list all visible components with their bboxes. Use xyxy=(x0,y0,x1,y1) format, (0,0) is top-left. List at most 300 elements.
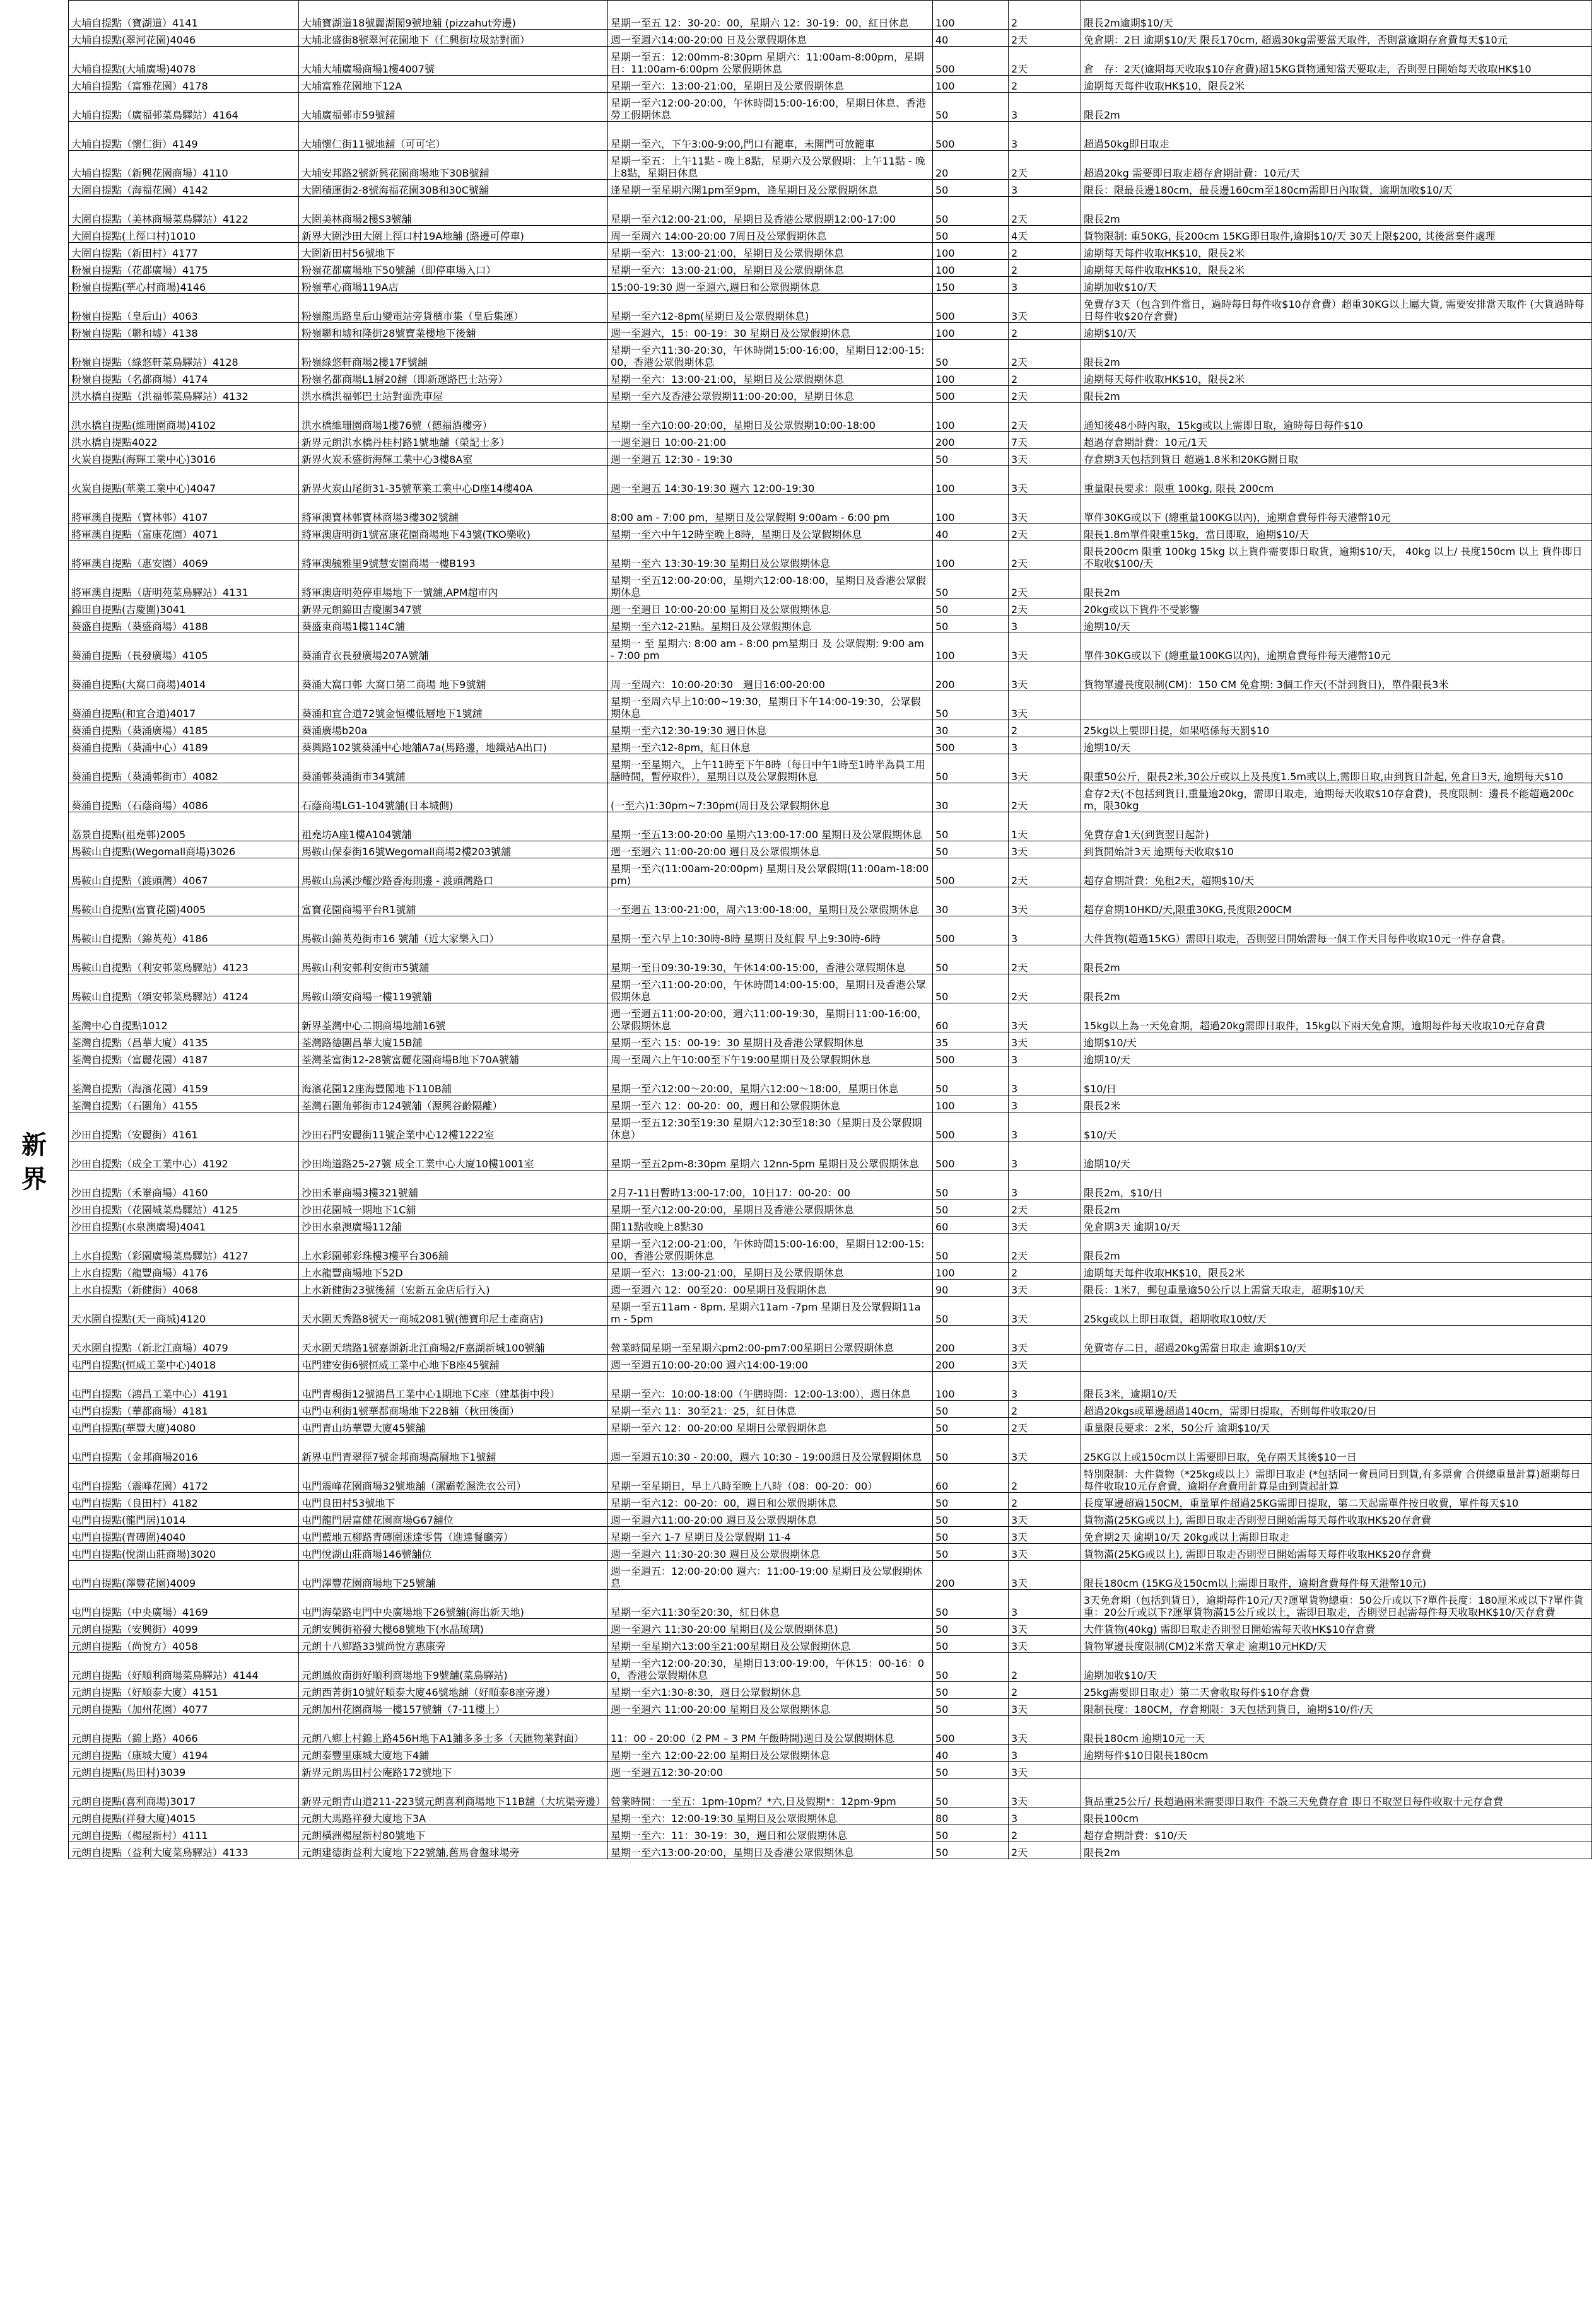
remarks-cell: 單件30KG或以下 (總重量100KG以內)，逾期倉費每件每天港幣10元 xyxy=(1081,633,1592,662)
capacity-cell: 90 xyxy=(933,1280,1009,1297)
table-row xyxy=(69,243,1592,260)
pickup-point-name-cell: 元朗自提點(喜利商場)3017 xyxy=(69,1779,299,1808)
table-row xyxy=(69,260,1592,277)
capacity-cell: 500 xyxy=(933,1112,1009,1142)
opening-hours-cell: 星期一至五11am - 8pm. 星期六11am -7pm 星期日及公眾假期11am - 5pm xyxy=(608,1297,933,1326)
opening-hours-cell: 星期一至六12-21點。星期日及公眾假期休息 xyxy=(608,616,933,633)
remarks-cell: 免費存倉1天(到貨翌日起計) xyxy=(1081,812,1592,841)
table-row xyxy=(69,1682,1592,1699)
opening-hours-cell: 周一至周六：10:00-20:30 週日16:00-20:00 xyxy=(608,662,933,691)
remarks-cell: 超存倉期10HKD/天,限重30KG,長度限200CM xyxy=(1081,887,1592,916)
opening-hours-cell: 星期一至五13:00-20:00 星期六13:00-17:00 星期日及公眾假期休息 xyxy=(608,812,933,841)
remarks-cell: 重量限長要求：2米，50公斤 逾期$10/天 xyxy=(1081,1418,1592,1435)
free-storage-days-cell: 2 xyxy=(1009,323,1081,340)
pickup-address-cell: 沙田石門安麗街11號企業中心12樓1222室 xyxy=(299,1112,608,1142)
region-label-char: 界 xyxy=(21,1164,47,1194)
pickup-address-cell: 大埔寶湖道18號麗湖閣9號地舖 (pizzahut旁邊) xyxy=(299,1,608,30)
free-storage-days-cell: 2 xyxy=(1009,76,1081,93)
capacity-cell: 50 xyxy=(933,1401,1009,1418)
pickup-address-cell: 屯門青楊街12號鴻昌工業中心1期地下C座（建基街中段） xyxy=(299,1372,608,1401)
capacity-cell: 50 xyxy=(933,226,1009,243)
table-row xyxy=(69,1049,1592,1066)
capacity-cell: 50 xyxy=(933,340,1009,369)
pickup-address-cell: 屯門海榮路屯門中央廣場地下26號舖(海出新天地) xyxy=(299,1590,608,1619)
pickup-point-name-cell: 元朗自提點（好順利商場菜鳥驛站）4144 xyxy=(69,1653,299,1682)
pickup-point-name-cell: 屯門自提點（金邦商場2016 xyxy=(69,1435,299,1464)
table-row xyxy=(69,812,1592,841)
free-storage-days-cell: 3天 xyxy=(1009,1561,1081,1590)
pickup-point-name-cell: 屯門自提點（震峰花園）4172 xyxy=(69,1464,299,1493)
free-storage-days-cell: 3天 xyxy=(1009,466,1081,495)
remarks-cell: 25kg或以上即日取貨，超期收取10蚊/天 xyxy=(1081,1297,1592,1326)
opening-hours-cell: 開11點收晚上8點30 xyxy=(608,1217,933,1234)
free-storage-days-cell: 3天 xyxy=(1009,841,1081,858)
pickup-address-cell: 將軍澳唐明苑停車場地下一號舖,APM超市內 xyxy=(299,570,608,599)
table-row xyxy=(69,47,1592,76)
opening-hours-cell: 週一至週六，15：00-19：30 星期日及公眾假期休息 xyxy=(608,323,933,340)
remarks-cell: 限重50公斤，限長2米,30公斤或以上及長度1.5m或以上,需即日取,由到貨日計起, 免倉日3天, 逾期每天$10 xyxy=(1081,754,1592,783)
pickup-point-name-cell: 大埔自提點（懷仁街）4149 xyxy=(69,122,299,151)
table-row xyxy=(69,599,1592,616)
capacity-cell: 50 xyxy=(933,180,1009,197)
remarks-cell: 免倉期2天 逾期10/天 20kg或以上需即日取走 xyxy=(1081,1527,1592,1544)
remarks-cell xyxy=(1081,1355,1592,1372)
table-row xyxy=(69,1825,1592,1842)
capacity-cell: 40 xyxy=(933,524,1009,541)
capacity-cell: 50 xyxy=(933,1435,1009,1464)
remarks-cell: 超存倉期計費：免租2天，超期$10/天 xyxy=(1081,858,1592,887)
table-row xyxy=(69,30,1592,47)
remarks-cell xyxy=(1081,691,1592,720)
pickup-address-cell: 大埔懷仁街11號地舖（可可宅） xyxy=(299,122,608,151)
remarks-cell: $10/日 xyxy=(1081,1066,1592,1095)
remarks-cell: 20kg或以下貨件不受影響 xyxy=(1081,599,1592,616)
free-storage-days-cell: 2 xyxy=(1009,1464,1081,1493)
remarks-cell: 長度單邊超過150CM，重量單件超過25KG需即日提取，第二天起需單件按日收費，單件每天$10 xyxy=(1081,1493,1592,1510)
remarks-cell: 15kg以上為一天免倉期，超過20kg需即日取件，15kg以下兩天免倉期，逾期每件每天收取10元存倉費 xyxy=(1081,1003,1592,1032)
free-storage-days-cell: 2天 xyxy=(1009,386,1081,403)
opening-hours-cell: 星期一至六早上10:30時-8時 星期日及紅假 早上9:30時-6時 xyxy=(608,916,933,945)
opening-hours-cell: 星期一至六12:00-20:00，午休時間15:00-16:00，星期日休息、香港勞工假期休息 xyxy=(608,93,933,122)
capacity-cell: 100 xyxy=(933,76,1009,93)
pickup-address-cell: 葵涌邨葵涌街市34號舖 xyxy=(299,754,608,783)
pickup-address-cell: 屯門青山坊華豐大廈45號舖 xyxy=(299,1418,608,1435)
pickup-address-cell: 海濱花園12座海豐閣地下110B舖 xyxy=(299,1066,608,1095)
free-storage-days-cell: 2 xyxy=(1009,720,1081,737)
remarks-cell: 限長200cm 限重 100kg 15kg 以上貨件需要即日取貨，逾期$10/天， 40kg 以上/ 長度150cm 以上 貨件即日不取收$100/天 xyxy=(1081,541,1592,570)
pickup-address-cell: 粉嶺花都廣場地下50號舖（即停車場入口） xyxy=(299,260,608,277)
pickup-address-cell: 沙田花園城一期地下1C舖 xyxy=(299,1200,608,1217)
remarks-cell: 限長2米 xyxy=(1081,1095,1592,1112)
free-storage-days-cell: 3 xyxy=(1009,1142,1081,1171)
capacity-cell: 50 xyxy=(933,1297,1009,1326)
opening-hours-cell: 星期一至六1:30-8:30，週日公眾假期休息 xyxy=(608,1682,933,1699)
pickup-point-name-cell: 元朗自提點（加州花園）4077 xyxy=(69,1699,299,1716)
free-storage-days-cell: 2天 xyxy=(1009,403,1081,432)
free-storage-days-cell: 4天 xyxy=(1009,226,1081,243)
capacity-cell: 100 xyxy=(933,243,1009,260)
opening-hours-cell: 星期一至星期六，上午11時至下午8時（每日中午1時至1時半為員工用膳時間，暫停取件），星期日以及公眾假期休息 xyxy=(608,754,933,783)
table-row xyxy=(69,1510,1592,1527)
pickup-address-cell: 粉嶺名都商場L1層20舖（即新運路巴士站旁） xyxy=(299,369,608,386)
remarks-cell: 限長2m xyxy=(1081,974,1592,1003)
remarks-cell: 逾期每天每件收取HK$10，限長2米 xyxy=(1081,1263,1592,1280)
pickup-point-name-cell: 火炭自提點(海輝工業中心)3016 xyxy=(69,449,299,466)
table-row xyxy=(69,858,1592,887)
pickup-point-name-cell: 葵涌自提點（石蔭商場）4086 xyxy=(69,783,299,812)
remarks-cell: 3天免倉期（包括到貨日），逾期每件10元/天?運單貨物總重：50公斤或以下?單件長度：180厘米或以下?單件貨重：20公斤或以下?運單貨物滿15公斤或以上，需即日取走，否則翌日起需每件每天收取HK$10/天存倉費 xyxy=(1081,1590,1592,1619)
remarks-cell: 大件貨物(超過15KG）需即日取走，否則翌日開始需每一個工作天目每件收取10元一件存倉費。 xyxy=(1081,916,1592,945)
pickup-point-name-cell: 元朗自提點（益利大廈菜鳥驛站）4133 xyxy=(69,1842,299,1859)
opening-hours-cell: 週一至週五：12:00-20:00 週六：11:00-19:00 星期日及公眾假期休息 xyxy=(608,1561,933,1590)
pickup-address-cell: 元朗橫洲楊屋新村80號地下 xyxy=(299,1825,608,1842)
free-storage-days-cell: 2 xyxy=(1009,1493,1081,1510)
opening-hours-cell: 周一至周六 14:00-20:00 7周日及公眾假期休息 xyxy=(608,226,933,243)
remarks-cell: 逾期10/天 xyxy=(1081,737,1592,754)
capacity-cell: 500 xyxy=(933,858,1009,887)
free-storage-days-cell: 3天 xyxy=(1009,1636,1081,1653)
opening-hours-cell: 星期一至六：10:00-18:00（午膳時間：12:00-13:00），週日休息 xyxy=(608,1372,933,1401)
pickup-point-name-cell: 粉嶺自提點（名都商場）4174 xyxy=(69,369,299,386)
free-storage-days-cell: 2天 xyxy=(1009,599,1081,616)
remarks-cell: 逾期每件$10日限長180cm xyxy=(1081,1745,1592,1762)
pickup-address-cell: 元朗八鄉上村錦上路456H地下A1鋪多多士多（天匯物業對面） xyxy=(299,1716,608,1745)
table-row xyxy=(69,1112,1592,1142)
capacity-cell: 40 xyxy=(933,1745,1009,1762)
capacity-cell: 100 xyxy=(933,541,1009,570)
table-row xyxy=(69,277,1592,294)
opening-hours-cell: 星期一至六12-8pm(星期日及公眾假期休息) xyxy=(608,294,933,323)
remarks-cell: 超過20kgs或單邊超過140cm，需即日提取，否則每件收取20/日 xyxy=(1081,1401,1592,1418)
pickup-address-cell: 天水圍天秀路8號天一商城2081號(德寶印尼士產商店) xyxy=(299,1297,608,1326)
free-storage-days-cell: 3 xyxy=(1009,1745,1081,1762)
table-row xyxy=(69,1263,1592,1280)
pickup-address-cell: 馬鞍山錦英苑街市16 號舖（近大家樂入口） xyxy=(299,916,608,945)
free-storage-days-cell: 3天 xyxy=(1009,1779,1081,1808)
pickup-point-name-cell: 大埔自提點(翠河花園)4046 xyxy=(69,30,299,47)
free-storage-days-cell: 2 xyxy=(1009,243,1081,260)
capacity-cell: 50 xyxy=(933,1510,1009,1527)
pickup-address-cell: 元朗大馬路祥發大廈地下3A xyxy=(299,1808,608,1825)
pickup-point-name-cell: 大埔自提點（廣福邨菜鳥驛站）4164 xyxy=(69,93,299,122)
pickup-address-cell: 大埔富雅花園地下12A xyxy=(299,76,608,93)
pickup-address-cell: 新界火炭山尾街31-35號華業工業中心D座14樓40A xyxy=(299,466,608,495)
opening-hours-cell: 營業時間星期一至星期六pm2:00-pm7:00星期日公眾假期休息 xyxy=(608,1326,933,1355)
free-storage-days-cell: 2天 xyxy=(1009,30,1081,47)
remarks-cell: 貨物滿(25KG或以上), 需即日取走否則翌日開始需每天每件收取HK$20存倉費 xyxy=(1081,1510,1592,1527)
remarks-cell: 逾期每天每件收取HK$10，限長2米 xyxy=(1081,260,1592,277)
pickup-point-name-cell: 馬鞍山自提點（錦英苑）4186 xyxy=(69,916,299,945)
pickup-address-cell: 大圍美林商場2樓S3號舖 xyxy=(299,197,608,226)
free-storage-days-cell: 2天 xyxy=(1009,151,1081,180)
remarks-cell: 倉 存：2天(逾期每天收取$10存倉費)超15KG貨物通知當天要取走，否則翌日開始每天收取HK$10 xyxy=(1081,47,1592,76)
table-row xyxy=(69,524,1592,541)
remarks-cell: 限長2m xyxy=(1081,1200,1592,1217)
pickup-address-cell: 元朗建德街益利大廈地下22號舖,舊馬會盤球場旁 xyxy=(299,1842,608,1859)
pickup-point-name-cell: 屯門自提點(澤豐花園)4009 xyxy=(69,1561,299,1590)
opening-hours-cell: 週一至週六14:00-20:00 日及公眾假期休息 xyxy=(608,30,933,47)
table-row xyxy=(69,1699,1592,1716)
table-row xyxy=(69,432,1592,449)
free-storage-days-cell: 2天 xyxy=(1009,974,1081,1003)
opening-hours-cell: 11：00 - 20:00（2 PM – 3 PM 午飯時間)週日及公眾假期休息 xyxy=(608,1716,933,1745)
free-storage-days-cell: 3天 xyxy=(1009,294,1081,323)
pickup-address-cell: 葵涌和宜合道72號金恒樓低層地下1號舖 xyxy=(299,691,608,720)
pickup-address-cell: 粉嶺綠悠軒商場2樓17F號舖 xyxy=(299,340,608,369)
free-storage-days-cell: 2 xyxy=(1009,1263,1081,1280)
free-storage-days-cell: 2天 xyxy=(1009,783,1081,812)
capacity-cell: 100 xyxy=(933,495,1009,524)
pickup-address-cell: 上水龍豐商場地下52D xyxy=(299,1263,608,1280)
opening-hours-cell: 週一至週五11:00-20:00，週六11:00-19:30，星期日11:00-16:00，公眾假期休息 xyxy=(608,1003,933,1032)
capacity-cell: 50 xyxy=(933,1418,1009,1435)
pickup-point-name-cell: 屯門自提點(華豐大廈)4080 xyxy=(69,1418,299,1435)
table-row xyxy=(69,180,1592,197)
remarks-cell: 25KG以上或150cm以上需要即日取，免存兩天其後$10一日 xyxy=(1081,1435,1592,1464)
pickup-address-cell: 新界荃灣中心二期商場地舖16號 xyxy=(299,1003,608,1032)
table-row xyxy=(69,1234,1592,1263)
table-row xyxy=(69,916,1592,945)
pickup-point-name-cell: 屯門自提點（鴻昌工業中心）4191 xyxy=(69,1372,299,1401)
pickup-address-cell: 屯門澤豐花園商場地下25號舖 xyxy=(299,1561,608,1590)
pickup-address-cell: 元朗加州花園商場一樓157號舖（7-11樓上） xyxy=(299,1699,608,1716)
free-storage-days-cell: 3 xyxy=(1009,1372,1081,1401)
table-row xyxy=(69,386,1592,403)
free-storage-days-cell: 3天 xyxy=(1009,633,1081,662)
free-storage-days-cell: 3 xyxy=(1009,737,1081,754)
opening-hours-cell: 週一至週五 14:30-19:30 週六 12:00-19:30 xyxy=(608,466,933,495)
region-label xyxy=(0,0,68,2324)
free-storage-days-cell: 2天 xyxy=(1009,541,1081,570)
remarks-cell: 貨品重25公斤/ 長超過兩米需要即日取件 不設三天免費存倉 即日不取翌日每件收取十元存倉費 xyxy=(1081,1779,1592,1808)
opening-hours-cell: 星期一至六12:00-20:30，星期日13:00-19:00，午休15：00-16：00，香港公眾假期休息 xyxy=(608,1653,933,1682)
pickup-point-name-cell: 大埔自提點（新興花園商場）4110 xyxy=(69,151,299,180)
pickup-address-cell: 葵盛東商場1樓114C舖 xyxy=(299,616,608,633)
capacity-cell: 30 xyxy=(933,887,1009,916)
free-storage-days-cell: 3天 xyxy=(1009,887,1081,916)
pickup-address-cell: 將軍澳寶林邨寶林商場3樓302號舖 xyxy=(299,495,608,524)
table-row xyxy=(69,403,1592,432)
pickup-address-cell: 葵涌青衣長發廣場207A號舖 xyxy=(299,633,608,662)
capacity-cell: 50 xyxy=(933,449,1009,466)
table-row xyxy=(69,1779,1592,1808)
opening-hours-cell: 星期一至六：11：30-19：30，週日和公眾假期休息 xyxy=(608,1825,933,1842)
opening-hours-cell: 星期一至六 1-7 星期日及公眾假期 11-4 xyxy=(608,1527,933,1544)
pickup-point-name-cell: 葵涌自提點（葵涌邨街市）4082 xyxy=(69,754,299,783)
free-storage-days-cell: 3天 xyxy=(1009,1716,1081,1745)
capacity-cell: 20 xyxy=(933,151,1009,180)
opening-hours-cell: 星期一至六12:00～20:00，星期六12:00～18:00，星期日休息 xyxy=(608,1066,933,1095)
opening-hours-cell: 2月7-11日暫時13:00-17:00，10日17：00-20：00 xyxy=(608,1171,933,1200)
remarks-cell: 逾期10/天 xyxy=(1081,1142,1592,1171)
capacity-cell: 50 xyxy=(933,1762,1009,1779)
capacity-cell: 100 xyxy=(933,323,1009,340)
table-row xyxy=(69,616,1592,633)
pickup-point-name-cell: 粉嶺自提點（花都廣場）4175 xyxy=(69,260,299,277)
remarks-cell: 超過20kg 需要即日取走超存倉期計費：10元/天 xyxy=(1081,151,1592,180)
free-storage-days-cell: 2 xyxy=(1009,260,1081,277)
pickup-point-name-cell: 上水自提點（龍豐商場）4176 xyxy=(69,1263,299,1280)
pickup-address-cell: 大埔大埔廣場商場1樓4007號 xyxy=(299,47,608,76)
free-storage-days-cell: 3天 xyxy=(1009,1217,1081,1234)
free-storage-days-cell: 3天 xyxy=(1009,1510,1081,1527)
opening-hours-cell: 星期一至五2pm-8:30pm 星期六 12nn-5pm 星期日及公眾假期休息 xyxy=(608,1142,933,1171)
pickup-point-name-cell: 將軍澳自提點（惠安園）4069 xyxy=(69,541,299,570)
capacity-cell: 50 xyxy=(933,1493,1009,1510)
table-row xyxy=(69,1716,1592,1745)
free-storage-days-cell: 2天 xyxy=(1009,570,1081,599)
pickup-address-cell: 洪水橋維珊園商場1樓76號（德福酒樓旁） xyxy=(299,403,608,432)
table-row xyxy=(69,1435,1592,1464)
table-row xyxy=(69,633,1592,662)
pickup-point-name-cell: 屯門自提點(龍門居)1014 xyxy=(69,1510,299,1527)
capacity-cell: 50 xyxy=(933,754,1009,783)
remarks-cell: 限長180cm (15KG及150cm以上需即日取件，逾期倉費每件每天港幣10元) xyxy=(1081,1561,1592,1590)
pickup-address-cell: 葵涌廣場b20a xyxy=(299,720,608,737)
free-storage-days-cell: 2天 xyxy=(1009,197,1081,226)
capacity-cell: 50 xyxy=(933,1619,1009,1636)
table-row xyxy=(69,1527,1592,1544)
opening-hours-cell: 星期一至六12：00-20：00，週日和公眾假期休息 xyxy=(608,1493,933,1510)
pickup-address-cell: 元朗鳳攸南街好順利商場地下9號舖(菜鳥驛站) xyxy=(299,1653,608,1682)
opening-hours-cell: 週一至週六 11:30-20:00 星期日(及公眾假期休息) xyxy=(608,1619,933,1636)
pickup-point-name-cell: 屯門自提點(青磚圍)4040 xyxy=(69,1527,299,1544)
free-storage-days-cell: 3天 xyxy=(1009,691,1081,720)
pickup-address-cell: 新界元朗馬田村公庵路172號地下 xyxy=(299,1762,608,1779)
pickup-point-name-cell: 屯門自提點（良田村）4182 xyxy=(69,1493,299,1510)
table-row xyxy=(69,974,1592,1003)
remarks-cell: 貨物單邊長度限制(CM)2米當天拿走 逾期10元HKD/天 xyxy=(1081,1636,1592,1653)
pickup-point-name-cell: 大圍自提點（海福花園）4142 xyxy=(69,180,299,197)
table-row xyxy=(69,737,1592,754)
pickup-point-name-cell: 元朗自提點（安興街）4099 xyxy=(69,1619,299,1636)
opening-hours-cell: 星期一至六 13:30-19:30 星期日及公眾假期休息 xyxy=(608,541,933,570)
pickup-address-cell: 葵涌大窩口邨 大窩口第二商場 地下9號舖 xyxy=(299,662,608,691)
capacity-cell: 50 xyxy=(933,1636,1009,1653)
opening-hours-cell: 星期一至星期六13:00至21:00星期日及公眾假期休息 xyxy=(608,1636,933,1653)
pickup-point-name-cell: 大埔自提點（寶湖道）4141 xyxy=(69,1,299,30)
pickup-point-name-cell: 大圍自提點（美林商場菜鳥驛站）4122 xyxy=(69,197,299,226)
table-row xyxy=(69,1493,1592,1510)
free-storage-days-cell: 3天 xyxy=(1009,449,1081,466)
pickup-point-name-cell: 大圍自提點（新田村）4177 xyxy=(69,243,299,260)
pickup-point-name-cell: 洪水橋自提點（洪福邨菜鳥驛站）4132 xyxy=(69,386,299,403)
opening-hours-cell: 星期一至六11:00-20:00，午休時間14:00-15:00，星期日及香港公眾假期休息 xyxy=(608,974,933,1003)
pickup-address-cell: 馬鞍山利安邨利安街市5號舖 xyxy=(299,945,608,974)
table-row xyxy=(69,1200,1592,1217)
capacity-cell: 50 xyxy=(933,599,1009,616)
table-row xyxy=(69,1032,1592,1049)
pickup-address-cell: 荃灣石圍角邨街市124號舖（源興谷齡隔離） xyxy=(299,1095,608,1112)
capacity-cell: 500 xyxy=(933,386,1009,403)
capacity-cell: 50 xyxy=(933,1682,1009,1699)
pickup-point-name-cell: 葵涌自提點(和宜合道)4017 xyxy=(69,691,299,720)
free-storage-days-cell: 2 xyxy=(1009,369,1081,386)
table-row xyxy=(69,1095,1592,1112)
pickup-point-name-cell: 元朗自提點（錦上路）4066 xyxy=(69,1716,299,1745)
remarks-cell: 限長2m逾期$10/天 xyxy=(1081,1,1592,30)
remarks-cell: 限長100cm xyxy=(1081,1808,1592,1825)
capacity-cell: 200 xyxy=(933,1355,1009,1372)
opening-hours-cell: 星期一至六 12：00-20:00 星期日公眾假期休息 xyxy=(608,1418,933,1435)
pickup-address-cell: 新界元朗錦田吉慶圍347號 xyxy=(299,599,608,616)
opening-hours-cell: 星期一至六12:00-21:00，星期日及香港公眾假期12:00-17:00 xyxy=(608,197,933,226)
remarks-cell: 免費寄存二日，超過20kg需當日取走 逾期$10/天 xyxy=(1081,1326,1592,1355)
opening-hours-cell: 星期一至六11:30-20:30，午休時間15:00-16:00，星期日12:00-15:00，香港公眾假期休息 xyxy=(608,340,933,369)
pickup-address-cell: 荃灣荃富街12-28號富麗花園商場B地下70A號舖 xyxy=(299,1049,608,1066)
free-storage-days-cell: 3 xyxy=(1009,1049,1081,1066)
remarks-cell: 逾期加收$10/天 xyxy=(1081,277,1592,294)
pickup-point-name-cell: 天水圍自提點（新北江商場）4079 xyxy=(69,1326,299,1355)
opening-hours-cell: (一至六)1:30pm~7:30pm(周日及公眾假期休息 xyxy=(608,783,933,812)
pickup-point-name-cell: 葵盛自提點（葵盛商場）4188 xyxy=(69,616,299,633)
pickup-address-cell: 屯門良田村53號地下 xyxy=(299,1493,608,1510)
pickup-address-cell: 大埔安邦路2號新興花園商場地下30B號舖 xyxy=(299,151,608,180)
table-row xyxy=(69,1,1592,30)
table-row xyxy=(69,945,1592,974)
table-row xyxy=(69,151,1592,180)
pickup-point-name-cell: 沙田自提點（禾輋商場）4160 xyxy=(69,1171,299,1200)
opening-hours-cell: 星期一至五：上午11點 - 晚上8點，星期六及公眾假期：上午11點 - 晚上8點，星期日休息 xyxy=(608,151,933,180)
capacity-cell: 500 xyxy=(933,916,1009,945)
pickup-address-cell: 屯門龍門居富健花園商場G67舖位 xyxy=(299,1510,608,1527)
pickup-address-cell: 大圍新田村56號地下 xyxy=(299,243,608,260)
capacity-cell: 50 xyxy=(933,616,1009,633)
remarks-cell: 到貨開始計3天 逾期每天收取$10 xyxy=(1081,841,1592,858)
table-row xyxy=(69,1653,1592,1682)
remarks-cell: 貨物滿(25KG或以上), 需即日取走否則翌日開始需每天每件收取HK$20存倉費 xyxy=(1081,1544,1592,1561)
pickup-address-cell: 屯門屯利街1號華都商場地下22B舖（秋田後面） xyxy=(299,1401,608,1418)
pickup-address-cell: 新界元朗洪水橋丹桂村路1號地舖（榮記士多） xyxy=(299,432,608,449)
pickup-point-name-cell: 荃灣自提點（昌華大廈）4135 xyxy=(69,1032,299,1049)
free-storage-days-cell: 2天 xyxy=(1009,524,1081,541)
remarks-cell: 限長：1米7，郵包重量逾50公斤以上需當天取走，超期$10/天 xyxy=(1081,1280,1592,1297)
pickup-address-cell: 元朗西菁街10號好順泰大廈46號地舖（好順泰8座旁邊） xyxy=(299,1682,608,1699)
remarks-cell: 重量限長要求：限重 100kg, 限長 200cm xyxy=(1081,466,1592,495)
opening-hours-cell: 週一至週六 11:00-20:00 星期日及公眾假期休息 xyxy=(608,1699,933,1716)
remarks-cell: 限制長度：180CM，存倉期限：3天包括到貨日，逾期$10/件/天 xyxy=(1081,1699,1592,1716)
capacity-cell: 100 xyxy=(933,1263,1009,1280)
remarks-cell: 限長2m xyxy=(1081,570,1592,599)
capacity-cell: 50 xyxy=(933,1699,1009,1716)
pickup-point-name-cell: 大圍自提點(上徑口村)1010 xyxy=(69,226,299,243)
free-storage-days-cell: 2 xyxy=(1009,1682,1081,1699)
table-row xyxy=(69,449,1592,466)
free-storage-days-cell: 3天 xyxy=(1009,1619,1081,1636)
pickup-point-name-cell: 馬鞍山自提點(富寶花園)4005 xyxy=(69,887,299,916)
table-row xyxy=(69,1808,1592,1825)
capacity-cell: 50 xyxy=(933,812,1009,841)
pickup-point-name-cell: 火炭自提點(華業工業中心)4047 xyxy=(69,466,299,495)
free-storage-days-cell: 2天 xyxy=(1009,1842,1081,1859)
capacity-cell: 60 xyxy=(933,1464,1009,1493)
table-row xyxy=(69,122,1592,151)
remarks-cell: 逾期每天每件收取HK$10，限長2米 xyxy=(1081,243,1592,260)
table-row xyxy=(69,1142,1592,1171)
free-storage-days-cell: 3 xyxy=(1009,616,1081,633)
pickup-address-cell: 屯門悅湖山莊商場146號舖位 xyxy=(299,1544,608,1561)
capacity-cell: 500 xyxy=(933,737,1009,754)
capacity-cell: 500 xyxy=(933,294,1009,323)
capacity-cell: 50 xyxy=(933,841,1009,858)
table-row xyxy=(69,1590,1592,1619)
free-storage-days-cell: 2天 xyxy=(1009,47,1081,76)
table-row xyxy=(69,226,1592,243)
pickup-point-name-cell: 粉嶺自提點(華心村商場)4146 xyxy=(69,277,299,294)
opening-hours-cell: 星期一至六及香港公眾假期11:00-20:00，星期日休息 xyxy=(608,386,933,403)
opening-hours-cell: 星期一至星期日，早上八時至晚上八時（08：00-20：00） xyxy=(608,1464,933,1493)
capacity-cell: 500 xyxy=(933,1716,1009,1745)
